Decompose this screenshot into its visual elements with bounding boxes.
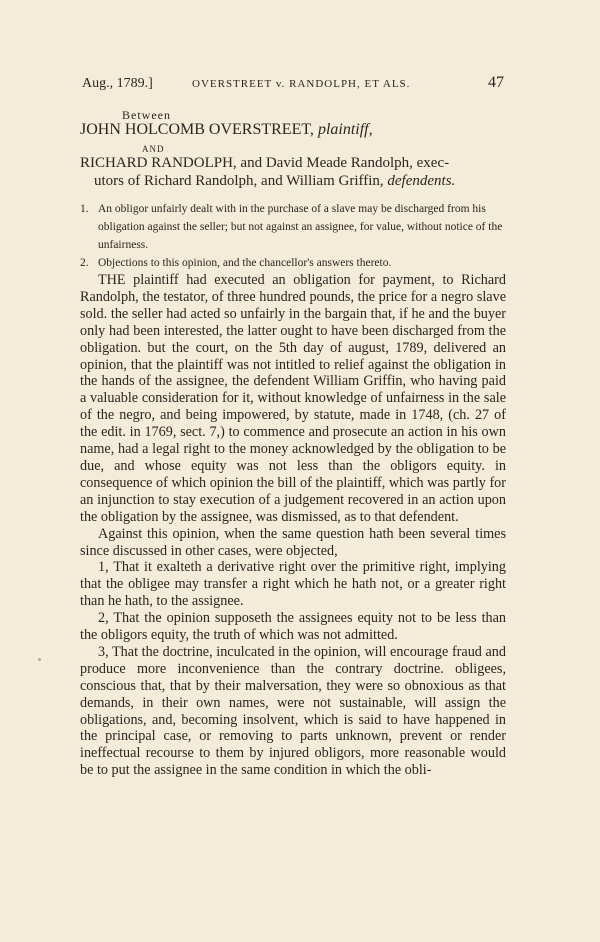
header-date: Aug., 1789.] (82, 76, 153, 91)
headnote-number: 1. (80, 203, 89, 215)
plaintiff-name: JOHN HOLCOMB OVERSTREET, (80, 121, 314, 138)
caption-and: AND (142, 144, 165, 154)
caption-between: Between (122, 108, 171, 122)
headnote-number: 2. (80, 257, 89, 269)
headnotes (80, 200, 506, 272)
headnote (80, 200, 506, 254)
caption-defendants-line2 (94, 173, 455, 190)
headnote (80, 254, 506, 272)
paragraph: 2, That the opinion supposeth the assignees equity not to be less than the obligors equity, the truth of which was not admitted. (80, 610, 506, 644)
headnote-text: Objections to this opinion, and the chancellor's answers thereto. (98, 257, 392, 269)
defendants-role: defendents. (387, 173, 456, 189)
caption-plaintiff (80, 121, 373, 139)
headnote-text: An obligor unfairly dealt with in the purchase of a slave may be discharged from his obligation against the seller; but not against an assignee, for value, without notice of the unfairness. (98, 203, 503, 251)
paragraph: 3, That the doctrine, inculcated in the opinion, will encourage fraud and produce more inconvenience than the contrary doctrine. obligees, conscious that, that by their malversation, they were so obnoxious as that demands, in their own names, were not sustainable, will assign the obligations, and, becoming insolvent, which is said to have happened in the principal case, or removing to parts unknown, prevent or render ineffectual recourse to them by injured obligors, more reasonable would be to put the assignee in the same condition in which the obli- (80, 643, 506, 779)
page-number: 47 (488, 74, 504, 91)
paragraph: 1, That it exalteth a derivative right over the primitive right, implying that the obligee may transfer a right which he hath not, or a greater right than he hath, to the assignee. (80, 559, 506, 610)
paragraph: THE plaintiff had executed an obligation for payment, to Richard Randolph, the testator, of three hundred pounds, the price for a negro slave sold. the seller had acted so unfairly in the bargain that, if he and the buyer only had been interested, the latter ought to have been discharged from the obligation. but the court, on the 5th day of august, 1789, delivered an opinion, that the plaintiff was not intitled to relief against the obligation in the hands of the assignee, the defendent William Griffin, who having paid a valuable consideration for it, without knowledge of unfairness in the sale of the negro, and being impowered, by statute, made in 1748, (ch. 27 of the edit. in 1769, sect. 7,) to commence and prosecute an action in his own name, had a legal right to the money acknowledged by the obligation to be due, and whose equity was not less than the obligors equity. in consequence of which opinion the bill of the plaintiff, which was partly for an injunction to stay execution of a judgement recovered in an action upon the obligation by the assignee, was dismissed, as to that defendent. (80, 272, 506, 525)
header-running-title: OVERSTREET v. RANDOLPH, ET ALS. (192, 78, 411, 90)
defendants-names: utors of Richard Randolph, and William Griffin, (94, 173, 384, 189)
paragraph: Against this opinion, when the same question hath been several times since discussed in other cases, were objected, (80, 525, 506, 559)
plaintiff-role: plaintiff, (317, 121, 373, 138)
page-speck (38, 658, 41, 661)
running-header (82, 74, 502, 96)
opinion-body (80, 272, 506, 779)
caption-defendants-line1: RICHARD RANDOLPH, and David Meade Randolph, exec- (80, 155, 450, 171)
